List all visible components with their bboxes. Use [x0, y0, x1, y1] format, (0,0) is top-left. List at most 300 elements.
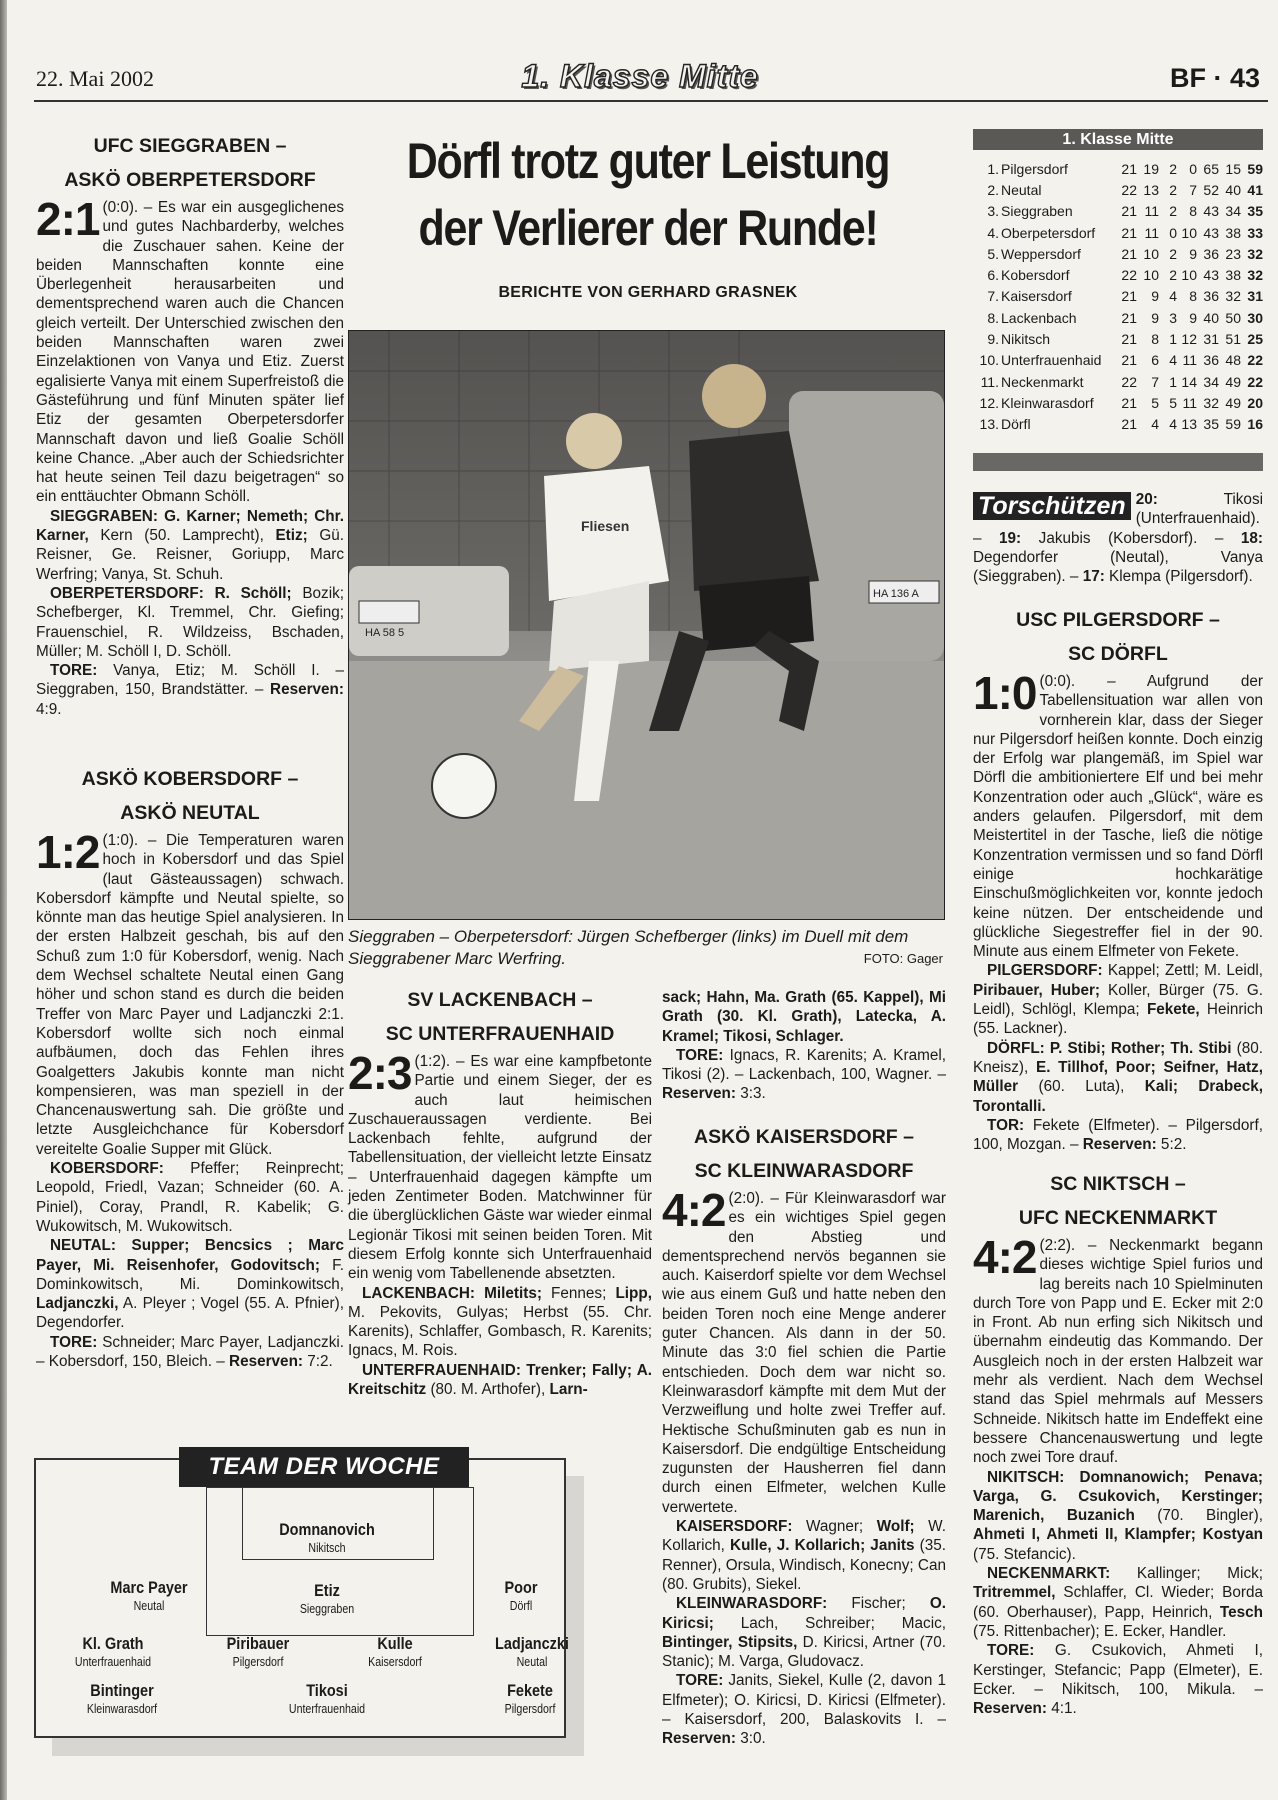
player-club: Neutal [133, 1599, 165, 1613]
text-run: 4:9. [36, 700, 62, 718]
article-body [348, 1047, 652, 1284]
standings-wins: 9 [1151, 309, 1159, 326]
standings-wins: 9 [1151, 288, 1159, 305]
team-player [452, 1634, 612, 1670]
standings-name: Lackenbach [1001, 309, 1077, 326]
lineup-paragraph [662, 988, 946, 1046]
headline-line-2: der Verlierer der Runde! [418, 200, 878, 256]
article-text: (1:0). – Die Temperaturen waren hoch in Kobersdorf und das Spiel (laut Gästeaussagen) schwach. Kobersdorf kämpfte und Neutal spielte, so könnte man das heutige Spiel analysieren. In der ersten Halbzeit geschah, bis auf den Schuß zum 1:0 für Kobersdorf, wenig. Nach dem Wechsel schaltete Neutal einen Gang höher und schon stand es durch die beiden Treffer von Marc Payer und Ladjanczki 2:1. Kobersdorf wollte sich noch einmal aufbäumen, doch das Fehlen ihres Goalgetters Jakubis konnte man nicht kompensieren, was man speziell in der Chancenauswertung sah. Die größte und letzte Ausgleichchance für Kobersdorf vereitelte Goalie Supper mit Glück. [36, 832, 344, 1158]
standings-row [975, 264, 1263, 285]
text-run: 7:2. [303, 1353, 333, 1371]
lineup-paragraph [36, 1333, 344, 1372]
top-scorers [973, 490, 1263, 586]
scan-edge [0, 0, 7, 1800]
standings-rank: 12. [979, 394, 999, 411]
standings-goals-for: 40 [1203, 309, 1219, 326]
standings-goals-against: 51 [1225, 331, 1241, 348]
final-score: 4:2 [662, 1184, 726, 1236]
player-club: Kleinwarasdorf [86, 1702, 158, 1716]
standings-draws: 0 [1169, 224, 1177, 241]
bold-run: Lipp, [615, 1284, 652, 1302]
article-text: (0:0). – Es war ein ausgeglichenes und gutes Nachbarderby, welches die Zuschauer sahen. Keine der beiden Mannschaften konnte eine Überlegenheit herausarbeiten und dementsprechend waren auch die Chancen gleich verteilt. Der Unterschied zwischen den beiden Mannschaften waren zwei Einzelaktionen von Vanya und Etiz. Zuerst egalisierte Vanya mit einem Superfreistoß die Gästeführung und fünf Minuten später lief Etiz der gesamten Oberpetersdorfer Mannschaft davon und ließ Goalie Schöll keine Chance. „Aber auch der Schiedsrichter hat heute seinen Teil dazu beigetragen“ so ein enttäuchter Obmann Schöll. [36, 199, 344, 506]
bold-run: Reserven: [1082, 1136, 1157, 1154]
standings-points: 59 [1247, 160, 1263, 177]
standings-name: Neutal [1001, 181, 1042, 198]
standings-games: 21 [1121, 245, 1137, 262]
standings-name: Dörfl [1001, 416, 1031, 433]
article-heading-line-1: ASKÖ KOBERSDORF – [81, 768, 299, 790]
standings-goals-against: 40 [1225, 181, 1241, 198]
bold-run: Wolf; [876, 1518, 915, 1536]
standings-wins: 19 [1143, 160, 1159, 177]
text-run: (80. Kneisz), [973, 1039, 1264, 1076]
bold-run: Reserven: [973, 1700, 1047, 1718]
standings-losses: 9 [1189, 245, 1197, 262]
bold-run: Piribauer, Huber; [973, 981, 1101, 999]
standings-losses: 8 [1189, 203, 1197, 220]
standings-points: 22 [1247, 373, 1263, 390]
bold-run: Kulle, J. Kollarich; Janits [730, 1537, 915, 1555]
team-player [247, 1681, 407, 1717]
standings-games: 21 [1121, 394, 1137, 411]
player-club: Unterfrauenhaid [74, 1655, 152, 1669]
final-score: 1:2 [36, 826, 100, 878]
article-text: (2:0). – Für Kleinwarasdorf war es ein wichtiges Spiel gegen den Abstieg und dementsprechend nervös begannen sie auch. Kaiserdorf spielte vor dem Wechsel wie aus einem Guß und hatte neben den beiden Toren noch eine Menge anderer guter Chancen. Als dann in der 50. Minute das 3:0 fiel schien die Partie entschieden. Doch dem war nicht so. Kleinwarasdorf kämpfte mit dem Mut der Verzweiflung und holte zwei Treffer auf. Hektische Schußminuten gab es nun in Kaisersdorf. Die endgültige Entscheidung zugunsten der Hausherren fiel dann durch einen Elfmeter, welchen Kulle verwertete. [662, 1190, 946, 1516]
standings-goals-against: 59 [1225, 416, 1241, 433]
article-kaisersdorf [662, 1121, 946, 1749]
article-heading-line-1: ASKÖ KAISERSDORF – [694, 1126, 914, 1148]
standings-wins: 7 [1151, 373, 1159, 390]
headline [392, 128, 905, 262]
parked-car-left-icon [349, 566, 509, 656]
lineup-paragraph [973, 1039, 1263, 1116]
bold-run: Etiz; [275, 527, 308, 545]
bold-run: LACKENBACH: Miletits; [362, 1284, 542, 1302]
player-name: Fekete [507, 1681, 553, 1700]
standings-draws: 2 [1169, 160, 1177, 177]
team-player [441, 1578, 601, 1614]
standings-rank: 8. [987, 309, 999, 326]
text-run: Tikosi (Unterfrauenhaid). – [973, 491, 1263, 547]
standings-goals-for: 36 [1203, 352, 1219, 369]
caption-text: Sieggraben – Oberpetersdorf: Jürgen Schefberger (links) im Duell mit dem Sieggrabener Marc Werfring. [348, 927, 909, 968]
player-name: Tikosi [306, 1681, 348, 1700]
standings-name: Oberpetersdorf [1001, 224, 1096, 241]
lineup-paragraph [36, 1159, 344, 1236]
player-name: Kulle [377, 1634, 413, 1653]
text-run: (80. M. Arthofer), [426, 1381, 550, 1399]
standings-wins: 11 [1144, 203, 1159, 220]
text-run: Vanya, Etiz; M. Schöll I. – Sieggraben, 150, Brandstätter. – [36, 662, 344, 699]
standings-points: 22 [1247, 352, 1263, 369]
article-heading-line-2: ASKÖ OBERPETERSDORF [64, 169, 316, 191]
article-heading-line-2: UFC NECKENMARKT [1018, 1207, 1218, 1229]
standings-games: 22 [1121, 181, 1137, 198]
standings-rank: 7. [987, 288, 999, 305]
text-run: 3:3. [735, 1085, 766, 1103]
standings-points: 32 [1247, 245, 1263, 262]
bold-run: Reserven: [662, 1085, 736, 1103]
standings-goals-against: 23 [1225, 245, 1241, 262]
player-name: Marc Payer [110, 1578, 188, 1597]
text-run: Janits, Siekel, Kulle (2, davon 1 Elfmeter); O. Kiricsi, D. Kiricsi (Elfmeter). – Kaisersdorf, 200, Balaskovits I. – [662, 1672, 946, 1729]
standings-losses: 12 [1181, 331, 1197, 348]
bold-run: NEUTAL: Supper; Bencsics ; Marc Payer, Mi. Reisenhofer, Godovitsch; [36, 1237, 344, 1274]
standings-rank: 5. [987, 245, 999, 262]
standings-games: 21 [1121, 160, 1137, 177]
standings-games: 22 [1121, 373, 1137, 390]
standings-row [975, 222, 1263, 243]
bold-run: Larn- [549, 1381, 588, 1399]
team-player [178, 1634, 338, 1670]
standings-points: 35 [1247, 203, 1263, 220]
article-pilgersdorf [973, 604, 1263, 1154]
article-heading-line-2: SC KLEINWARASDORF [694, 1160, 914, 1182]
standings-wins: 6 [1151, 352, 1159, 369]
article-kobersdorf [36, 763, 344, 1371]
standings-wins: 13 [1143, 181, 1159, 198]
bold-run: Ladjanczki, [36, 1295, 119, 1313]
standings-name: Nikitsch [1001, 331, 1051, 348]
match-photo-image [349, 331, 944, 919]
text-run: Bozik; Schefberger, Kl. Tremmel, Chr. Giefing; Frauenschiel, R. Wildzeiss, Bschaden, Müller; M. Schöll I, D. Schöll. [36, 584, 345, 660]
bold-run: Reserven: [229, 1353, 304, 1371]
standings-rank: 2. [987, 181, 999, 198]
standings-draws: 4 [1169, 288, 1177, 305]
article-body [973, 667, 1263, 961]
player-name: Piribauer [226, 1634, 290, 1653]
standings-losses: 10 [1181, 224, 1197, 241]
standings-losses: 10 [1181, 267, 1197, 284]
standings-goals-against: 48 [1225, 352, 1241, 369]
final-score: 2:1 [36, 193, 100, 245]
player-club: Dörfl [509, 1599, 533, 1613]
standings-losses: 11 [1182, 352, 1197, 369]
bold-run: Ahmeti I, Ahmeti II, Klampfer; Kostyan [973, 1526, 1263, 1544]
standings-losses: 11 [1182, 394, 1197, 411]
bold-run: 18: [1240, 529, 1264, 547]
svg-text:HA 58 5: HA 58 5 [365, 627, 405, 639]
standings-goals-against: 15 [1225, 160, 1241, 177]
bold-run: 17: [1082, 568, 1105, 586]
standings-goals-against: 38 [1225, 224, 1241, 241]
standings-rank: 6. [987, 267, 999, 284]
team-player [247, 1581, 407, 1617]
bold-run: KOBERSDORF: [50, 1160, 164, 1178]
standings-name: Pilgersdorf [1001, 160, 1068, 177]
standings-row [975, 328, 1263, 349]
standings-draws: 4 [1169, 352, 1177, 369]
standings-draws: 1 [1169, 373, 1177, 390]
final-score: 1:0 [973, 667, 1037, 719]
bold-run: NECKENMARKT: [987, 1565, 1111, 1583]
standings-name: Kaisersdorf [1001, 288, 1072, 305]
standings-goals-for: 36 [1203, 288, 1219, 305]
team-player [33, 1634, 193, 1670]
article-heading-line-1: SC NIKTSCH – [1050, 1173, 1186, 1195]
bold-run: Reserven: [270, 681, 344, 699]
text-run: Jakubis (Kobersdorf). – [1021, 529, 1241, 547]
standings-losses: 9 [1189, 309, 1197, 326]
text-run: (75. Stefancic). [973, 1545, 1076, 1563]
standings-games: 21 [1121, 288, 1137, 305]
standings-row [975, 179, 1263, 200]
standings-goals-for: 43 [1203, 224, 1219, 241]
article-heading-line-2: SC UNTERFRAUENHAID [385, 1023, 615, 1045]
player-name: Domnanovich [279, 1520, 375, 1539]
standings-points: 41 [1247, 181, 1263, 198]
standings-points: 20 [1247, 394, 1263, 411]
text-run: Klempa (Pilgersdorf). [1104, 568, 1253, 586]
standings-row [975, 307, 1263, 328]
text-run: F. Dominkowitsch, Mi. Dominkowitsch, [36, 1256, 344, 1293]
text-run: G. Csukovich, Ahmeti I, Kerstinger, Stefancic; Papp (Elmeter), E. Ecker. – Nikitsch, 100, Mikula. – [973, 1642, 1263, 1698]
standings-goals-for: 31 [1203, 331, 1219, 348]
football-icon [432, 754, 496, 818]
article-heading-line-2: ASKÖ NEUTAL [120, 802, 260, 824]
standings-name: Unterfrauenhaid [1001, 352, 1102, 369]
article-sieggraben [36, 130, 344, 719]
standings-games: 21 [1121, 331, 1137, 348]
standings-table [975, 158, 1263, 435]
bold-run: TORE: [676, 1046, 724, 1064]
bold-run: Reserven: [662, 1730, 736, 1748]
article-heading-line-1: UFC SIEGGRABEN – [93, 135, 287, 157]
text-run: Schneider; Marc Payer, Ladjanczki. – Kobersdorf, 150, Bleich. – [36, 1333, 344, 1371]
standings-goals-for: 52 [1203, 181, 1219, 198]
standings-rank: 11. [980, 373, 999, 390]
photo-caption [348, 926, 943, 970]
standings-points: 30 [1247, 309, 1263, 326]
bold-run: Bintinger, Stipsits, [662, 1633, 798, 1651]
text-run: W. Kollarich, [662, 1518, 947, 1555]
standings-name: Neckenmarkt [1001, 373, 1084, 390]
text-run: A. Pleyer ; Vogel (55. A. Pfnier), Degendorfer. [36, 1295, 344, 1332]
bold-run: TORE: [987, 1642, 1035, 1660]
lineup-paragraph [973, 1564, 1263, 1641]
text-run: 3:0. [735, 1730, 766, 1748]
standings-points: 25 [1247, 331, 1263, 348]
lineup-paragraph [973, 1116, 1263, 1155]
standings-rank: 3. [987, 203, 999, 220]
standings-goals-for: 35 [1203, 416, 1219, 433]
team-player [42, 1681, 202, 1717]
player-club: Pilgersdorf [232, 1655, 284, 1669]
text-run: M. Pekovits, Gulyas; Herbst (55. Chr. Karenits), Schlaffer, Gombasch, R. Karenits; Ignacs, M. Rois. [348, 1303, 652, 1360]
standings-row [975, 414, 1263, 435]
standings-goals-for: 43 [1203, 267, 1219, 284]
bold-run: E. Tillhof, Poor; Seifner, Hatz, Müller [973, 1058, 1263, 1096]
header-rule [34, 100, 1268, 102]
headline-line-1: Dörfl trotz guter Leistung [406, 133, 890, 189]
bold-run: DÖRFL: P. Stibi; Rother; Th. Stibi [987, 1039, 1232, 1057]
team-player [247, 1520, 407, 1556]
team-player [69, 1578, 229, 1614]
bold-run: KLEINWARASDORF: [676, 1595, 828, 1613]
lineup-paragraph [973, 1468, 1263, 1564]
standings-wins: 10 [1143, 245, 1159, 262]
standings-games: 21 [1121, 416, 1137, 433]
article-lackenbach [348, 984, 652, 1399]
standings-goals-for: 36 [1203, 245, 1219, 262]
text-run: Lach, Schreiber; Macic, [713, 1614, 946, 1632]
bold-run: OBERPETERSDORF: R. Schöll; [50, 584, 292, 602]
standings-games: 21 [1121, 224, 1137, 241]
svg-text:Fliesen: Fliesen [581, 518, 630, 534]
standings-wins: 11 [1144, 224, 1159, 241]
lineup-paragraph [973, 1641, 1263, 1718]
standings-goals-against: 32 [1225, 288, 1241, 305]
page-number: BF · 43 [1169, 63, 1260, 93]
standings-points: 33 [1247, 224, 1263, 241]
text-run: Fennes; [541, 1284, 616, 1302]
text-run: Kappel; Zettl; M. Leidl, [1102, 962, 1263, 980]
standings-row [975, 371, 1263, 392]
text-run: Kern (50. Lamprecht), [88, 527, 276, 545]
lineup-paragraph [36, 507, 344, 584]
standings-wins: 4 [1151, 416, 1159, 433]
article-body [36, 826, 344, 1159]
standings-points: 32 [1247, 267, 1263, 284]
standings-goals-for: 32 [1203, 394, 1219, 411]
text-run: Fekete (Elfmeter). – Pilgersdorf, 100, Mozgan. – [973, 1116, 1263, 1154]
lineup-paragraph [348, 1361, 652, 1400]
standings-goals-against: 34 [1225, 203, 1241, 220]
lineup-paragraph [36, 584, 344, 661]
bold-run: Kali; Drabeck, Torontalli. [973, 1078, 1263, 1115]
svg-text:HA 136 A: HA 136 A [873, 588, 919, 600]
standings-games: 21 [1121, 203, 1137, 220]
standings-losses: 7 [1189, 181, 1197, 198]
bold-run: TORE: [50, 1333, 98, 1351]
article-lackenbach-continued [662, 988, 946, 1104]
standings-goals-for: 34 [1203, 373, 1219, 390]
lineup-paragraph [662, 1517, 946, 1594]
article-heading-line-2: SC DÖRFL [1068, 643, 1168, 665]
standings-name: Kobersdorf [1001, 267, 1070, 284]
standings-name: Sieggraben [1001, 203, 1073, 220]
text-run: (70. Bingler), [1134, 1507, 1263, 1525]
article-text: (0:0). – Aufgrund der Tabellensituation war allen von vornherein klar, dass der Sieger nur Pilgersdorf heißen konnte. Doch einzig der Erfolg war plangemäß, im Spiel war Dörfl die ambitioniertere Elf und bei mehr Konzentration oder auch „Glück“, wäre es anders gelaufen. Pilgersdorf, mit dem Meistertitel in der Tasche, ließ die nötige Konzentration vermissen und so fand Dörfl einige hochkarätige Einschußmöglichkeiten vor, konnte jedoch keine nützen. Der entscheidende und glückliche Siegestreffer fiel in der 90. Minute aus einem Elfmeter von Fekete. [973, 673, 1263, 961]
bold-run: 20: [1135, 491, 1158, 508]
bold-run: UNTERFRAUENHAID: Trenker; Fally; A. Kreitschitz [348, 1361, 652, 1399]
player-club: Sieggraben [299, 1602, 355, 1616]
standings-draws: 2 [1169, 181, 1177, 198]
article-heading-line-1: SV LACKENBACH – [407, 989, 593, 1011]
player-name: Poor [504, 1578, 538, 1597]
team-of-the-week-title: TEAM DER WOCHE [179, 1447, 469, 1487]
photo-credit: FOTO: Gager [863, 951, 943, 966]
issue-date: 22. Mai 2002 [36, 66, 154, 91]
standings-row [975, 201, 1263, 222]
bold-run: sack; Hahn, Ma. Grath (65. Kappel), Mi Grath (30. Kl. Grath), Latecka, A. Kramel; Tikosi, Schlager. [662, 989, 946, 1045]
standings-goals-against: 38 [1225, 267, 1241, 284]
divider-bar [973, 453, 1263, 471]
standings-draws: 5 [1169, 394, 1177, 411]
text-run: Koller, Bürger (75. G. Leidl), Schlögl, Klempa; [973, 981, 1264, 1019]
text-run: Pfeffer; Reinprecht; Leopold, Friedl, Vazan; Schneider (60. A. Piniel), Coray, Prandl, R. Kabelik; G. Wukowitsch, M. Wukowitsch. [36, 1160, 344, 1235]
player-club: Unterfrauenhaid [288, 1702, 366, 1716]
lineup-paragraph [36, 661, 344, 719]
standings-rank: 9. [987, 331, 999, 348]
team-of-the-week [34, 1453, 569, 1738]
bold-run: 19: [999, 529, 1022, 547]
text-run: (60. Luta), [1018, 1078, 1145, 1096]
standings-title: 1. Klasse Mitte [973, 129, 1263, 150]
standings-losses: 0 [1189, 160, 1197, 177]
lineup-paragraph [662, 1046, 946, 1104]
standings-name: Weppersdorf [1001, 245, 1081, 262]
text-run: Schlaffer, Cl. Wieder; Borda (60. Oberhauser), Papp, Heinrich, [973, 1584, 1263, 1621]
standings-losses: 13 [1181, 416, 1197, 433]
bold-run: KAISERSDORF: [676, 1518, 793, 1536]
final-score: 2:3 [348, 1047, 412, 1099]
lineup-paragraph [348, 1284, 652, 1361]
text-run: Ignacs, R. Karenits; A. Kramel, Tikosi (2). – Lackenbach, 100, Wagner. – [662, 1046, 946, 1084]
lineup-paragraph [973, 961, 1263, 1038]
bold-run: TORE: [676, 1672, 724, 1690]
player-club: Pilgersdorf [504, 1702, 556, 1716]
bold-run: PILGERSDORF: [987, 962, 1103, 980]
article-text: (2:2). – Neckenmarkt begann dieses wichtige Spiel furios und lag bereits nach 10 Spielminuten durch Tore von Papp und E. Ecker mit 2:0 in Front. Ab nun erfing sich Nikitsch und übernahm eindeutig das Kommando. Der Ausgleich noch in der ersten Halbzeit war mehr als verdient. Nach dem Wechsel stand das Spiel mehrmals auf Messers Schneide. Nikitsch hatte im Endeffekt eine bessere Chancenauswertung und legte noch zwei Tore drauf. [973, 1237, 1263, 1467]
player-name: Kl. Grath [82, 1634, 144, 1653]
standings-row [975, 392, 1263, 413]
standings-goals-for: 43 [1203, 203, 1219, 220]
player-club: Neutal [516, 1655, 548, 1669]
text-run: (35. Renner), Orsula, Windisch, Konecny; Can (80. Grubits), Siekel. [662, 1537, 946, 1593]
bold-run: O. Kiricsi; [662, 1595, 946, 1632]
standings-row [975, 243, 1263, 264]
text-run: 5:2. [1156, 1136, 1187, 1154]
standings-goals-against: 49 [1225, 373, 1241, 390]
article-text: (1:2). – Es war eine kampfbetonte Partie und einem Sieger, der es auch laut heimischen Zuschaueraussagen verdiente. Bei Lackenbach fehlte, aufgrund der Tabellensituation, der vielleicht letzte Einsatz – Unterfrauenhaid dagegen kämpfte um jeden Zentimeter Boden. Matchwinner für die überglücklichen Gäste war wieder einmal Legionär Tikosi mit seinen beiden Toren. Mit diesem Erfolg konnte sich Unterfrauenhaid ein wenig vom Tabellenende absetzten. [348, 1053, 652, 1283]
standings-points: 31 [1247, 288, 1263, 305]
standings-wins: 8 [1151, 331, 1159, 348]
top-scorers-label: Torschützen [973, 492, 1131, 520]
standings-rank: 13. [979, 416, 999, 433]
standings-wins: 10 [1143, 267, 1159, 284]
bold-run: Tesch [1219, 1603, 1263, 1621]
team-player [450, 1681, 610, 1717]
article-nikitsch [973, 1168, 1263, 1718]
text-run: 4:1. [1046, 1700, 1077, 1718]
final-score: 4:2 [973, 1231, 1037, 1283]
lineup-paragraph [662, 1671, 946, 1748]
standings-rank: 10. [979, 352, 999, 369]
player-name: Bintinger [90, 1681, 154, 1700]
player-club: Kaisersdorf [368, 1655, 422, 1669]
standings-games: 21 [1121, 309, 1137, 326]
bold-run: TORE: [50, 662, 98, 680]
lineup-paragraph [36, 1236, 344, 1332]
article-heading-line-1: USC PILGERSDORF – [1016, 609, 1220, 631]
byline: BERICHTE VON GERHARD GRASNEK [498, 284, 798, 301]
article-body [662, 1184, 946, 1517]
standings-draws: 2 [1169, 203, 1177, 220]
standings-row [975, 158, 1263, 179]
standings-losses: 14 [1181, 373, 1197, 390]
standings-row [975, 286, 1263, 307]
text-run: Gü. Reisner, Ge. Reisner, Goriupp, Marc Werfring; Vanya, St. Schuh. [36, 527, 344, 583]
standings-goals-against: 49 [1225, 394, 1241, 411]
standings-goals-against: 50 [1225, 309, 1241, 326]
bold-run: NIKITSCH: Domnanowich; Penava; Varga, G. Csukovich, Kerstinger; Marenich, Buzanich [973, 1468, 1263, 1525]
standings-rank: 1. [987, 160, 999, 177]
match-photo [348, 330, 945, 920]
standings-losses: 8 [1189, 288, 1197, 305]
standings-goals-for: 65 [1203, 160, 1219, 177]
standings-draws: 2 [1169, 267, 1177, 284]
